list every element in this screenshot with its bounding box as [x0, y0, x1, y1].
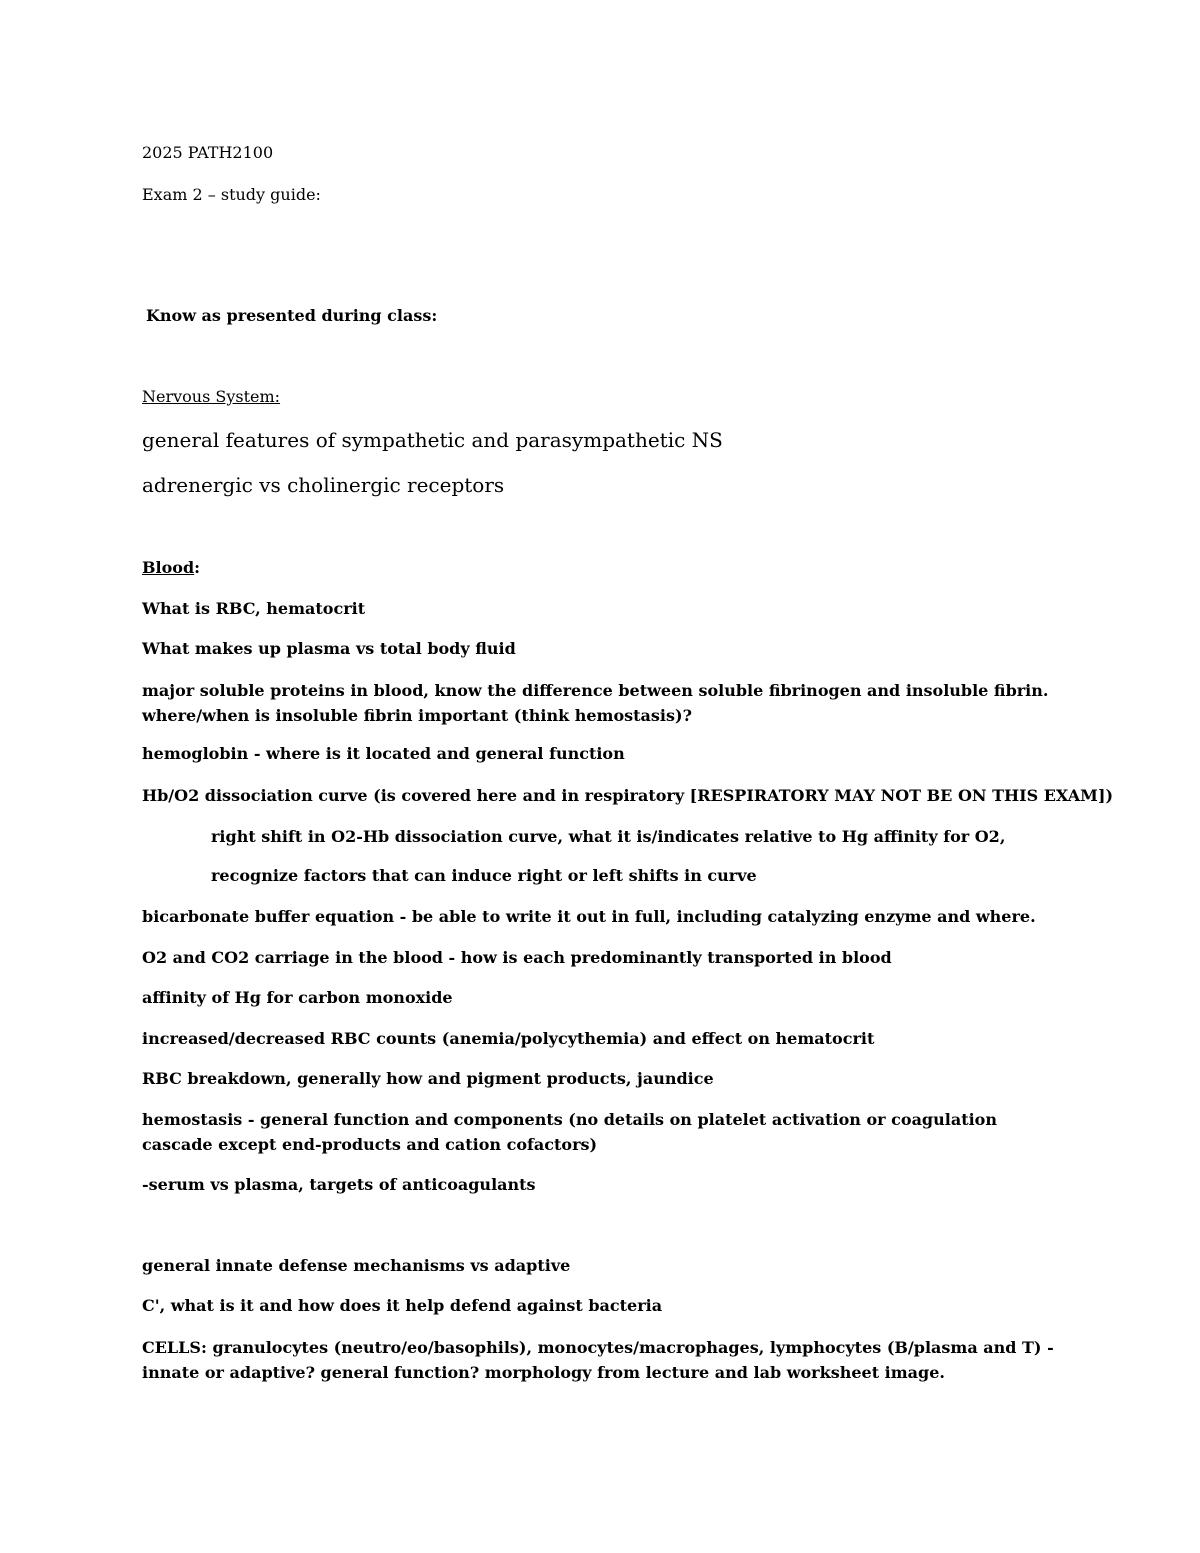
- blood-heading: [142, 558, 200, 578]
- nervous-item-1: general features of sympathetic and parasympathetic NS: [142, 428, 723, 452]
- blood-item-rbc-breakdown: RBC breakdown, generally how and pigment products, jaundice: [142, 1069, 714, 1088]
- nervous-item-2: adrenergic vs cholinergic receptors: [142, 473, 505, 497]
- nervous-system-heading: Nervous System:: [142, 387, 281, 406]
- defense-item-innate: general innate defense mechanisms vs adaptive: [142, 1256, 571, 1275]
- blood-item-hemostasis: hemostasis - general function and components (no details on platelet activation or coagulation cascade except end-products and cation cofactors): [142, 1110, 997, 1154]
- blood-heading-colon: :: [194, 558, 201, 577]
- defense-item-complement: C', what is it and how does it help defend against bacteria: [142, 1296, 663, 1315]
- blood-item-carbon-monoxide: affinity of Hg for carbon monoxide: [142, 988, 453, 1007]
- blood-item-bicarbonate: bicarbonate buffer equation - be able to write it out in full, including catalyzing enzyme and where.: [142, 907, 1036, 926]
- blood-item-o2-co2: O2 and CO2 carriage in the blood - how is each predominantly transported in blood: [142, 948, 892, 967]
- blood-item-proteins: major soluble proteins in blood, know the difference between soluble fibrinogen and insoluble fibrin. where/when is insoluble fibrin important (think hemostasis)?: [142, 681, 1049, 725]
- blood-item-rbc: What is RBC, hematocrit: [142, 599, 366, 618]
- blood-item-dissociation-curve: Hb/O2 dissociation curve (is covered here and in respiratory [RESPIRATORY MAY NOT BE ON THIS EXAM]): [142, 786, 1114, 805]
- defense-item-cells: CELLS: granulocytes (neutro/eo/basophils), monocytes/macrophages, lymphocytes (B/plasma and T) - innate or adaptive? general function? morphology from lecture and lab worksheet image.: [142, 1338, 1054, 1382]
- blood-subitem-right-shift: right shift in O2-Hb dissociation curve, what it is/indicates relative to Hg affinity for O2,: [211, 827, 1006, 846]
- blood-item-plasma: What makes up plasma vs total body fluid: [142, 639, 516, 658]
- blood-item-serum-plasma: -serum vs plasma, targets of anticoagulants: [142, 1175, 536, 1194]
- blood-item-hemoglobin: hemoglobin - where is it located and general function: [142, 744, 625, 763]
- blood-item-rbc-counts: increased/decreased RBC counts (anemia/polycythemia) and effect on hematocrit: [142, 1029, 875, 1048]
- blood-subitem-shift-factors: recognize factors that can induce right or left shifts in curve: [211, 866, 757, 885]
- course-code: 2025 PATH2100: [142, 143, 274, 162]
- blood-heading-text: Blood: [142, 558, 195, 577]
- intro-heading: Know as presented during class:: [146, 306, 438, 325]
- exam-title: Exam 2 – study guide:: [142, 185, 321, 204]
